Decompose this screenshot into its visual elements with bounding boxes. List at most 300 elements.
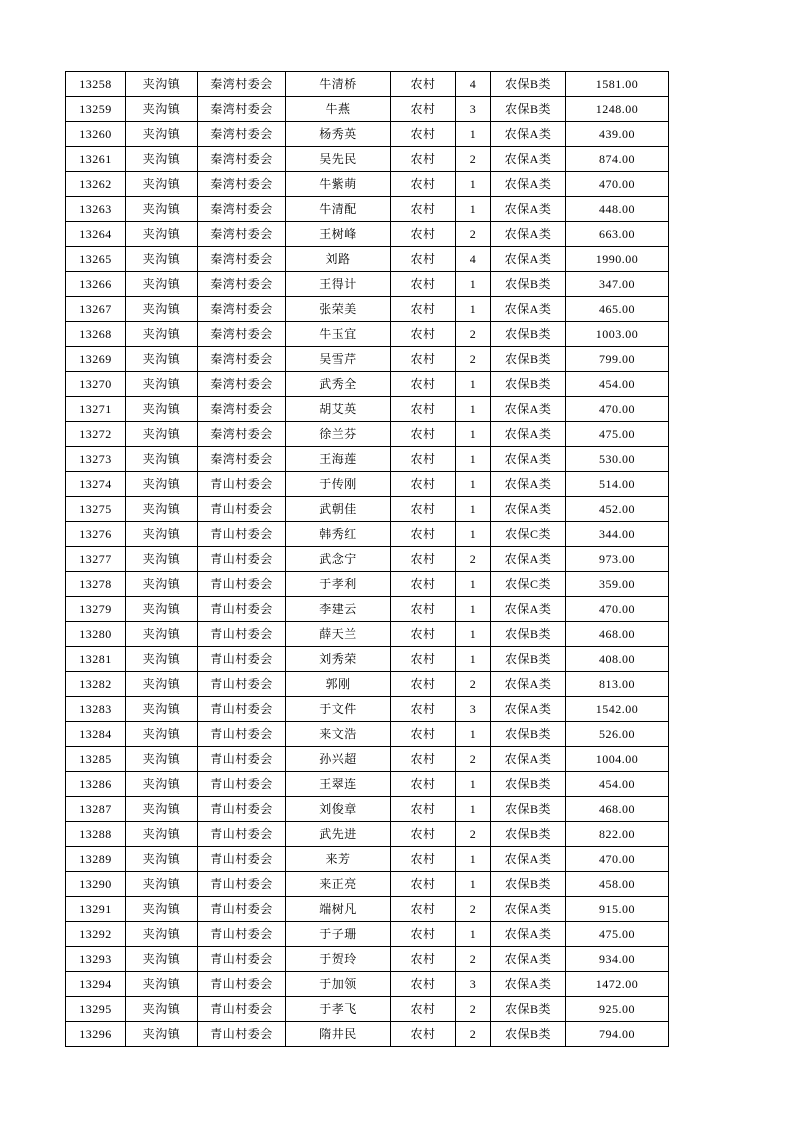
cell-count: 1 xyxy=(456,422,491,447)
table-row xyxy=(66,272,669,297)
table-row xyxy=(66,447,669,472)
cell-insurance-category: 农保A类 xyxy=(491,397,566,422)
cell-insurance-category: 农保A类 xyxy=(491,172,566,197)
table-row xyxy=(66,747,669,772)
cell-town: 夹沟镇 xyxy=(126,847,198,872)
cell-record-id: 13283 xyxy=(66,697,126,722)
cell-town: 夹沟镇 xyxy=(126,472,198,497)
cell-residence-type: 农村 xyxy=(391,147,456,172)
cell-person-name: 来正亮 xyxy=(286,872,391,897)
cell-record-id: 13275 xyxy=(66,497,126,522)
cell-amount: 468.00 xyxy=(566,622,669,647)
cell-residence-type: 农村 xyxy=(391,972,456,997)
cell-town: 夹沟镇 xyxy=(126,397,198,422)
table-row xyxy=(66,572,669,597)
cell-town: 夹沟镇 xyxy=(126,347,198,372)
cell-count: 4 xyxy=(456,247,491,272)
cell-amount: 973.00 xyxy=(566,547,669,572)
cell-amount: 475.00 xyxy=(566,922,669,947)
cell-amount: 799.00 xyxy=(566,347,669,372)
cell-count: 1 xyxy=(456,622,491,647)
cell-residence-type: 农村 xyxy=(391,822,456,847)
table-row xyxy=(66,722,669,747)
cell-person-name: 牛燕 xyxy=(286,97,391,122)
cell-count: 2 xyxy=(456,547,491,572)
cell-record-id: 13288 xyxy=(66,822,126,847)
cell-residence-type: 农村 xyxy=(391,272,456,297)
cell-amount: 452.00 xyxy=(566,497,669,522)
cell-residence-type: 农村 xyxy=(391,947,456,972)
cell-count: 1 xyxy=(456,272,491,297)
table-row xyxy=(66,397,669,422)
cell-person-name: 牛玉宜 xyxy=(286,322,391,347)
cell-record-id: 13281 xyxy=(66,647,126,672)
cell-amount: 468.00 xyxy=(566,797,669,822)
cell-record-id: 13294 xyxy=(66,972,126,997)
cell-amount: 1248.00 xyxy=(566,97,669,122)
cell-insurance-category: 农保A类 xyxy=(491,697,566,722)
cell-amount: 454.00 xyxy=(566,372,669,397)
cell-amount: 465.00 xyxy=(566,297,669,322)
cell-residence-type: 农村 xyxy=(391,897,456,922)
cell-count: 1 xyxy=(456,872,491,897)
cell-record-id: 13261 xyxy=(66,147,126,172)
cell-town: 夹沟镇 xyxy=(126,597,198,622)
cell-town: 夹沟镇 xyxy=(126,422,198,447)
cell-residence-type: 农村 xyxy=(391,622,456,647)
cell-residence-type: 农村 xyxy=(391,197,456,222)
cell-residence-type: 农村 xyxy=(391,322,456,347)
cell-residence-type: 农村 xyxy=(391,697,456,722)
cell-village-committee: 青山村委会 xyxy=(198,647,286,672)
cell-person-name: 薛天兰 xyxy=(286,622,391,647)
cell-amount: 822.00 xyxy=(566,822,669,847)
cell-amount: 470.00 xyxy=(566,847,669,872)
cell-town: 夹沟镇 xyxy=(126,922,198,947)
cell-record-id: 13259 xyxy=(66,97,126,122)
cell-person-name: 武朝佳 xyxy=(286,497,391,522)
cell-record-id: 13272 xyxy=(66,422,126,447)
table-row xyxy=(66,697,669,722)
cell-amount: 934.00 xyxy=(566,947,669,972)
cell-insurance-category: 农保B类 xyxy=(491,872,566,897)
cell-village-committee: 秦湾村委会 xyxy=(198,397,286,422)
table-row xyxy=(66,347,669,372)
cell-record-id: 13262 xyxy=(66,172,126,197)
cell-amount: 530.00 xyxy=(566,447,669,472)
cell-person-name: 孙兴超 xyxy=(286,747,391,772)
cell-residence-type: 农村 xyxy=(391,597,456,622)
cell-person-name: 来芳 xyxy=(286,847,391,872)
cell-count: 3 xyxy=(456,97,491,122)
cell-town: 夹沟镇 xyxy=(126,1022,198,1047)
cell-village-committee: 青山村委会 xyxy=(198,622,286,647)
cell-amount: 1542.00 xyxy=(566,697,669,722)
cell-village-committee: 青山村委会 xyxy=(198,497,286,522)
cell-amount: 813.00 xyxy=(566,672,669,697)
cell-insurance-category: 农保A类 xyxy=(491,222,566,247)
cell-town: 夹沟镇 xyxy=(126,622,198,647)
cell-town: 夹沟镇 xyxy=(126,197,198,222)
cell-record-id: 13279 xyxy=(66,597,126,622)
cell-village-committee: 青山村委会 xyxy=(198,922,286,947)
cell-village-committee: 秦湾村委会 xyxy=(198,322,286,347)
cell-count: 1 xyxy=(456,522,491,547)
cell-village-committee: 秦湾村委会 xyxy=(198,197,286,222)
cell-person-name: 王翠连 xyxy=(286,772,391,797)
cell-person-name: 于贺玲 xyxy=(286,947,391,972)
cell-village-committee: 秦湾村委会 xyxy=(198,247,286,272)
cell-insurance-category: 农保A类 xyxy=(491,922,566,947)
cell-amount: 794.00 xyxy=(566,1022,669,1047)
cell-village-committee: 青山村委会 xyxy=(198,997,286,1022)
cell-count: 1 xyxy=(456,397,491,422)
cell-residence-type: 农村 xyxy=(391,797,456,822)
cell-person-name: 牛紫萌 xyxy=(286,172,391,197)
cell-count: 1 xyxy=(456,447,491,472)
cell-person-name: 于子珊 xyxy=(286,922,391,947)
cell-record-id: 13258 xyxy=(66,72,126,97)
cell-village-committee: 青山村委会 xyxy=(198,772,286,797)
cell-village-committee: 青山村委会 xyxy=(198,672,286,697)
table-row xyxy=(66,847,669,872)
cell-town: 夹沟镇 xyxy=(126,147,198,172)
cell-count: 2 xyxy=(456,672,491,697)
cell-count: 1 xyxy=(456,497,491,522)
cell-count: 1 xyxy=(456,172,491,197)
cell-residence-type: 农村 xyxy=(391,122,456,147)
table-row xyxy=(66,997,669,1022)
cell-insurance-category: 农保B类 xyxy=(491,822,566,847)
cell-town: 夹沟镇 xyxy=(126,172,198,197)
cell-residence-type: 农村 xyxy=(391,247,456,272)
cell-residence-type: 农村 xyxy=(391,1022,456,1047)
cell-amount: 439.00 xyxy=(566,122,669,147)
cell-count: 3 xyxy=(456,972,491,997)
cell-insurance-category: 农保A类 xyxy=(491,147,566,172)
cell-residence-type: 农村 xyxy=(391,222,456,247)
cell-count: 1 xyxy=(456,572,491,597)
table-row xyxy=(66,422,669,447)
cell-count: 2 xyxy=(456,147,491,172)
table-row xyxy=(66,872,669,897)
cell-town: 夹沟镇 xyxy=(126,672,198,697)
cell-insurance-category: 农保B类 xyxy=(491,622,566,647)
cell-count: 4 xyxy=(456,72,491,97)
cell-insurance-category: 农保B类 xyxy=(491,72,566,97)
cell-village-committee: 秦湾村委会 xyxy=(198,222,286,247)
cell-insurance-category: 农保A类 xyxy=(491,297,566,322)
table-row xyxy=(66,247,669,272)
cell-insurance-category: 农保B类 xyxy=(491,1022,566,1047)
cell-amount: 874.00 xyxy=(566,147,669,172)
cell-amount: 475.00 xyxy=(566,422,669,447)
cell-residence-type: 农村 xyxy=(391,497,456,522)
cell-village-committee: 青山村委会 xyxy=(198,897,286,922)
cell-person-name: 王海莲 xyxy=(286,447,391,472)
cell-person-name: 牛清配 xyxy=(286,197,391,222)
cell-insurance-category: 农保B类 xyxy=(491,647,566,672)
table-row xyxy=(66,822,669,847)
cell-person-name: 韩秀红 xyxy=(286,522,391,547)
cell-town: 夹沟镇 xyxy=(126,272,198,297)
cell-amount: 1990.00 xyxy=(566,247,669,272)
cell-town: 夹沟镇 xyxy=(126,972,198,997)
cell-person-name: 牛清桥 xyxy=(286,72,391,97)
table-row xyxy=(66,472,669,497)
cell-record-id: 13285 xyxy=(66,747,126,772)
cell-amount: 663.00 xyxy=(566,222,669,247)
cell-village-committee: 秦湾村委会 xyxy=(198,297,286,322)
cell-amount: 526.00 xyxy=(566,722,669,747)
table-row xyxy=(66,772,669,797)
cell-town: 夹沟镇 xyxy=(126,997,198,1022)
cell-village-committee: 青山村委会 xyxy=(198,947,286,972)
cell-village-committee: 青山村委会 xyxy=(198,472,286,497)
table-row xyxy=(66,297,669,322)
cell-village-committee: 青山村委会 xyxy=(198,697,286,722)
table-row xyxy=(66,322,669,347)
table-row xyxy=(66,372,669,397)
cell-person-name: 刘俊章 xyxy=(286,797,391,822)
cell-count: 1 xyxy=(456,722,491,747)
cell-person-name: 胡艾英 xyxy=(286,397,391,422)
cell-amount: 514.00 xyxy=(566,472,669,497)
cell-village-committee: 秦湾村委会 xyxy=(198,447,286,472)
cell-record-id: 13274 xyxy=(66,472,126,497)
cell-insurance-category: 农保A类 xyxy=(491,672,566,697)
cell-record-id: 13278 xyxy=(66,572,126,597)
cell-insurance-category: 农保A类 xyxy=(491,447,566,472)
cell-town: 夹沟镇 xyxy=(126,222,198,247)
cell-person-name: 吴先民 xyxy=(286,147,391,172)
cell-insurance-category: 农保B类 xyxy=(491,372,566,397)
table-row xyxy=(66,197,669,222)
cell-town: 夹沟镇 xyxy=(126,722,198,747)
cell-town: 夹沟镇 xyxy=(126,897,198,922)
cell-village-committee: 青山村委会 xyxy=(198,747,286,772)
cell-town: 夹沟镇 xyxy=(126,322,198,347)
cell-amount: 470.00 xyxy=(566,397,669,422)
cell-record-id: 13286 xyxy=(66,772,126,797)
cell-record-id: 13290 xyxy=(66,872,126,897)
cell-residence-type: 农村 xyxy=(391,847,456,872)
cell-village-committee: 青山村委会 xyxy=(198,822,286,847)
cell-count: 1 xyxy=(456,847,491,872)
cell-insurance-category: 农保A类 xyxy=(491,897,566,922)
cell-insurance-category: 农保B类 xyxy=(491,722,566,747)
cell-insurance-category: 农保B类 xyxy=(491,772,566,797)
cell-person-name: 张荣美 xyxy=(286,297,391,322)
cell-record-id: 13260 xyxy=(66,122,126,147)
cell-record-id: 13296 xyxy=(66,1022,126,1047)
cell-residence-type: 农村 xyxy=(391,547,456,572)
cell-residence-type: 农村 xyxy=(391,922,456,947)
table-row xyxy=(66,597,669,622)
cell-amount: 470.00 xyxy=(566,597,669,622)
cell-insurance-category: 农保A类 xyxy=(491,847,566,872)
cell-count: 2 xyxy=(456,997,491,1022)
cell-person-name: 来文浩 xyxy=(286,722,391,747)
cell-residence-type: 农村 xyxy=(391,347,456,372)
cell-person-name: 于孝飞 xyxy=(286,997,391,1022)
cell-village-committee: 青山村委会 xyxy=(198,522,286,547)
cell-record-id: 13271 xyxy=(66,397,126,422)
cell-town: 夹沟镇 xyxy=(126,797,198,822)
cell-person-name: 刘秀荣 xyxy=(286,647,391,672)
cell-town: 夹沟镇 xyxy=(126,572,198,597)
cell-person-name: 杨秀英 xyxy=(286,122,391,147)
cell-record-id: 13292 xyxy=(66,922,126,947)
table-row xyxy=(66,547,669,572)
cell-residence-type: 农村 xyxy=(391,172,456,197)
cell-amount: 1581.00 xyxy=(566,72,669,97)
cell-person-name: 端树凡 xyxy=(286,897,391,922)
cell-person-name: 刘路 xyxy=(286,247,391,272)
cell-insurance-category: 农保A类 xyxy=(491,247,566,272)
table-row xyxy=(66,947,669,972)
cell-record-id: 13295 xyxy=(66,997,126,1022)
cell-count: 1 xyxy=(456,647,491,672)
cell-count: 2 xyxy=(456,222,491,247)
table-row xyxy=(66,72,669,97)
cell-count: 2 xyxy=(456,747,491,772)
cell-residence-type: 农村 xyxy=(391,872,456,897)
cell-count: 2 xyxy=(456,1022,491,1047)
cell-count: 1 xyxy=(456,372,491,397)
table-row xyxy=(66,797,669,822)
table-row xyxy=(66,897,669,922)
cell-insurance-category: 农保A类 xyxy=(491,497,566,522)
cell-village-committee: 秦湾村委会 xyxy=(198,122,286,147)
cell-amount: 1472.00 xyxy=(566,972,669,997)
cell-record-id: 13264 xyxy=(66,222,126,247)
cell-count: 1 xyxy=(456,472,491,497)
cell-town: 夹沟镇 xyxy=(126,822,198,847)
cell-person-name: 王树峰 xyxy=(286,222,391,247)
cell-town: 夹沟镇 xyxy=(126,97,198,122)
cell-residence-type: 农村 xyxy=(391,722,456,747)
cell-count: 2 xyxy=(456,322,491,347)
cell-record-id: 13277 xyxy=(66,547,126,572)
cell-amount: 470.00 xyxy=(566,172,669,197)
cell-insurance-category: 农保A类 xyxy=(491,197,566,222)
cell-residence-type: 农村 xyxy=(391,447,456,472)
cell-village-committee: 秦湾村委会 xyxy=(198,422,286,447)
cell-amount: 915.00 xyxy=(566,897,669,922)
table-row xyxy=(66,622,669,647)
cell-record-id: 13273 xyxy=(66,447,126,472)
cell-town: 夹沟镇 xyxy=(126,647,198,672)
cell-record-id: 13268 xyxy=(66,322,126,347)
cell-insurance-category: 农保B类 xyxy=(491,797,566,822)
table-row xyxy=(66,497,669,522)
cell-village-committee: 秦湾村委会 xyxy=(198,272,286,297)
cell-record-id: 13291 xyxy=(66,897,126,922)
cell-village-committee: 青山村委会 xyxy=(198,597,286,622)
cell-town: 夹沟镇 xyxy=(126,497,198,522)
cell-insurance-category: 农保A类 xyxy=(491,472,566,497)
cell-insurance-category: 农保A类 xyxy=(491,947,566,972)
cell-village-committee: 青山村委会 xyxy=(198,1022,286,1047)
cell-insurance-category: 农保B类 xyxy=(491,97,566,122)
cell-town: 夹沟镇 xyxy=(126,72,198,97)
cell-person-name: 于加领 xyxy=(286,972,391,997)
cell-insurance-category: 农保B类 xyxy=(491,322,566,347)
cell-count: 1 xyxy=(456,597,491,622)
cell-insurance-category: 农保B类 xyxy=(491,272,566,297)
cell-town: 夹沟镇 xyxy=(126,947,198,972)
cell-person-name: 于传刚 xyxy=(286,472,391,497)
cell-person-name: 徐兰芬 xyxy=(286,422,391,447)
cell-amount: 925.00 xyxy=(566,997,669,1022)
cell-amount: 448.00 xyxy=(566,197,669,222)
table-row xyxy=(66,97,669,122)
cell-village-committee: 青山村委会 xyxy=(198,797,286,822)
cell-village-committee: 青山村委会 xyxy=(198,847,286,872)
cell-residence-type: 农村 xyxy=(391,72,456,97)
cell-residence-type: 农村 xyxy=(391,422,456,447)
cell-record-id: 13266 xyxy=(66,272,126,297)
cell-person-name: 隋井民 xyxy=(286,1022,391,1047)
cell-amount: 347.00 xyxy=(566,272,669,297)
cell-record-id: 13267 xyxy=(66,297,126,322)
cell-village-committee: 秦湾村委会 xyxy=(198,372,286,397)
cell-insurance-category: 农保A类 xyxy=(491,122,566,147)
table-row xyxy=(66,922,669,947)
cell-record-id: 13287 xyxy=(66,797,126,822)
cell-town: 夹沟镇 xyxy=(126,872,198,897)
cell-residence-type: 农村 xyxy=(391,297,456,322)
cell-residence-type: 农村 xyxy=(391,647,456,672)
document-page xyxy=(65,71,668,1047)
cell-person-name: 于孝利 xyxy=(286,572,391,597)
cell-village-committee: 青山村委会 xyxy=(198,547,286,572)
cell-record-id: 13270 xyxy=(66,372,126,397)
cell-insurance-category: 农保A类 xyxy=(491,972,566,997)
table-row xyxy=(66,972,669,997)
cell-amount: 359.00 xyxy=(566,572,669,597)
cell-count: 2 xyxy=(456,347,491,372)
cell-count: 1 xyxy=(456,797,491,822)
cell-record-id: 13289 xyxy=(66,847,126,872)
cell-insurance-category: 农保C类 xyxy=(491,522,566,547)
cell-residence-type: 农村 xyxy=(391,97,456,122)
table-body xyxy=(66,72,669,1047)
table-row xyxy=(66,522,669,547)
cell-count: 2 xyxy=(456,947,491,972)
cell-town: 夹沟镇 xyxy=(126,372,198,397)
cell-record-id: 13269 xyxy=(66,347,126,372)
cell-residence-type: 农村 xyxy=(391,747,456,772)
cell-amount: 458.00 xyxy=(566,872,669,897)
cell-insurance-category: 农保C类 xyxy=(491,572,566,597)
table-row xyxy=(66,147,669,172)
cell-town: 夹沟镇 xyxy=(126,772,198,797)
cell-village-committee: 秦湾村委会 xyxy=(198,347,286,372)
cell-record-id: 13263 xyxy=(66,197,126,222)
cell-person-name: 王得计 xyxy=(286,272,391,297)
cell-residence-type: 农村 xyxy=(391,997,456,1022)
cell-village-committee: 秦湾村委会 xyxy=(198,72,286,97)
cell-village-committee: 秦湾村委会 xyxy=(198,172,286,197)
cell-insurance-category: 农保B类 xyxy=(491,997,566,1022)
cell-count: 1 xyxy=(456,197,491,222)
cell-insurance-category: 农保A类 xyxy=(491,547,566,572)
cell-town: 夹沟镇 xyxy=(126,447,198,472)
cell-town: 夹沟镇 xyxy=(126,522,198,547)
cell-record-id: 13276 xyxy=(66,522,126,547)
